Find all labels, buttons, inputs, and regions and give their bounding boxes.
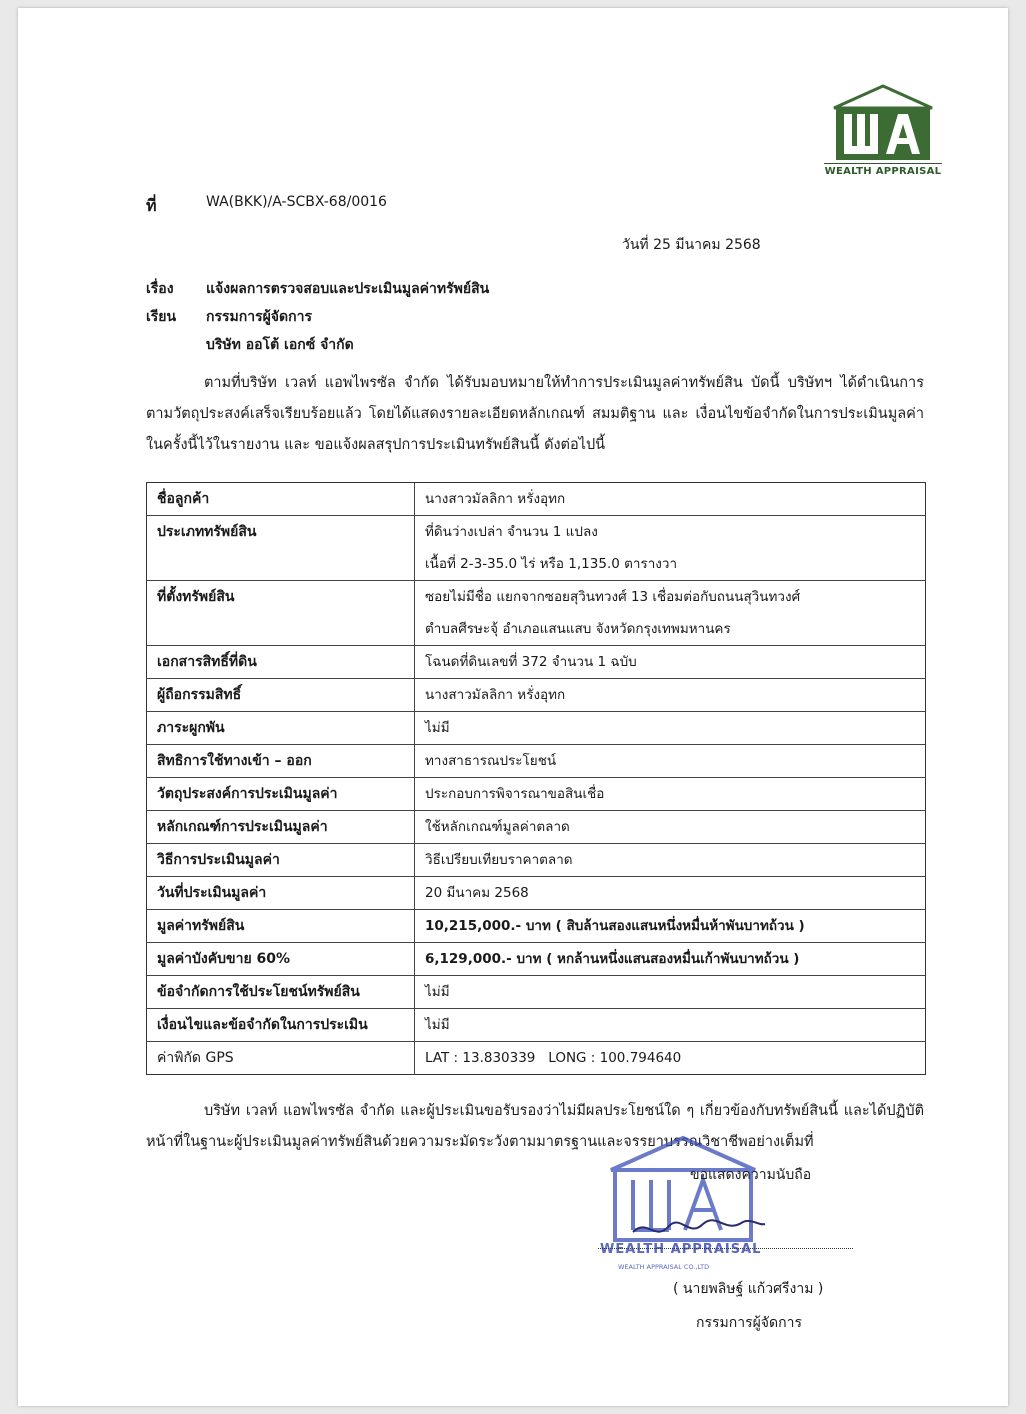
- row-label: วันที่ประเมินมูลค่า: [147, 877, 415, 909]
- subject-text: แจ้งผลการตรวจสอบและประเมินมูลค่าทรัพย์สิน: [206, 281, 490, 297]
- row-value: โฉนดที่ดินเลขที่ 372 จำนวน 1 ฉบับ: [425, 654, 637, 670]
- row-value-line1: ซอยไม่มีชื่อ แยกจากซอยสุวินทวงศ์ 13 เชื่อมต่อกับถนนสุวินทวงศ์: [425, 589, 801, 605]
- row-label: มูลค่าทรัพย์สิน: [147, 910, 415, 942]
- letterhead-company-name: WEALTH APPRAISAL: [824, 163, 942, 177]
- closing-paragraph: บริษัท เวลท์ แอพไพรซัล จำกัด และผู้ประเมินขอรับรองว่าไม่มีผลประโยชน์ใด ๆ เกี่ยวข้องกับทรัพย์สินนี้ และได้ปฏิบัติหน้าที่ในฐานะผู้ประเมินมูลค่าทรัพย์สินด้วยความระมัดระวังตามมาตรฐานและจรรยาบรรณวิชาชีพอย่างเต็มที่: [146, 1103, 924, 1150]
- row-value: ไม่มี: [425, 720, 450, 736]
- stamp-company-subtitle: WEALTH APPRAISAL CO.,LTD: [618, 1263, 710, 1271]
- row-label: วิธีการประเมินมูลค่า: [147, 844, 415, 876]
- row-label: ค่าพิกัด GPS: [147, 1042, 415, 1074]
- table-row: [147, 910, 925, 943]
- row-value: นางสาวมัลลิกา หรั่งอุทก: [425, 687, 566, 703]
- row-value: ไม่มี: [425, 1017, 450, 1033]
- row-label: เงื่อนไขและข้อจำกัดในการประเมิน: [147, 1009, 415, 1041]
- table-row: [147, 778, 925, 811]
- table-row: [147, 516, 925, 581]
- row-label: ผู้ถือกรรมสิทธิ์: [147, 679, 415, 711]
- document-page: [18, 8, 1008, 1406]
- table-row: [147, 745, 925, 778]
- row-value-line2: เนื้อที่ 2-3-35.0 ไร่ หรือ 1,135.0 ตารางวา: [425, 556, 678, 572]
- row-value: ประกอบการพิจารณาขอสินเชื่อ: [425, 786, 605, 802]
- row-label: ภาระผูกพัน: [147, 712, 415, 744]
- signatory-position: กรรมการผู้จัดการ: [696, 1315, 802, 1331]
- document-date: วันที่ 25 มีนาคม 2568: [622, 237, 761, 253]
- table-row: [147, 943, 925, 976]
- forced-sale-value: 6,129,000.- บาท ( หกล้านหนึ่งแสนสองหมื่นเก้าพันบาทถ้วน ): [425, 951, 800, 967]
- market-value: 10,215,000.- บาท ( สิบล้านสองแสนหนึ่งหมื่นห้าพันบาทถ้วน ): [425, 918, 805, 934]
- table-row: [147, 581, 925, 646]
- table-row: [147, 976, 925, 1009]
- row-value: นางสาวมัลลิกา หรั่งอุทก: [425, 491, 566, 507]
- row-label: สิทธิการใช้ทางเข้า – ออก: [147, 745, 415, 777]
- recipient-label: เรียน: [146, 309, 177, 325]
- gps-coordinates: LAT : 13.830339 LONG : 100.794640: [425, 1050, 682, 1066]
- stamp-company-name: WEALTH APPRAISAL: [600, 1242, 762, 1257]
- row-label: วัตถุประสงค์การประเมินมูลค่า: [147, 778, 415, 810]
- signature-line: [598, 1248, 853, 1249]
- row-value: 20 มีนาคม 2568: [425, 885, 529, 901]
- signatory-name: ( นายพลิษฐ์ แก้วศรีงาม ): [673, 1281, 824, 1297]
- appraisal-summary-table: [146, 482, 926, 1075]
- row-label: ประเภททรัพย์สิน: [147, 516, 415, 580]
- row-label: เอกสารสิทธิ์ที่ดิน: [147, 646, 415, 678]
- intro-paragraph: ตามที่บริษัท เวลท์ แอพไพรซัล จำกัด ได้รับมอบหมายให้ทำการประเมินมูลค่าทรัพย์สิน บัดนี้ บริษัทฯ ได้ดำเนินการตามวัตถุประสงค์เสร็จเรียบร้อยแล้ว โดยได้แสดงรายละเอียดหลักเกณฑ์ สมมติฐาน และ เงื่อนไขข้อจำกัดในการประเมินมูลค่าในครั้งนี้ไว้ในรายงาน และ ขอแจ้งผลสรุปการประเมินทรัพย์สินนี้ ดังต่อไปนี้: [146, 375, 924, 453]
- table-row: [147, 1009, 925, 1042]
- table-row: [147, 844, 925, 877]
- table-row: [147, 483, 925, 516]
- reference-number: WA(BKK)/A-SCBX-68/0016: [206, 194, 387, 210]
- row-value: ทางสาธารณประโยชน์: [425, 753, 557, 769]
- subject-label: เรื่อง: [146, 281, 174, 297]
- row-value-line2: ตำบลศีรษะจุ้ อำเภอแสนแสบ จังหวัดกรุงเทพมหานคร: [425, 621, 731, 637]
- recipient-company: บริษัท ออโต้ เอกซ์ จำกัด: [206, 337, 354, 353]
- row-label: ชื่อลูกค้า: [147, 483, 415, 515]
- row-value: [415, 581, 925, 645]
- table-row: [147, 646, 925, 679]
- table-row: [147, 811, 925, 844]
- row-value-line1: ที่ดินว่างเปล่า จำนวน 1 แปลง: [425, 524, 598, 540]
- reference-label: ที่: [146, 196, 157, 215]
- row-label: มูลค่าบังคับขาย 60%: [147, 943, 415, 975]
- table-row: [147, 1042, 925, 1074]
- row-value: [415, 516, 925, 580]
- row-value: วิธีเปรียบเทียบราคาตลาด: [425, 852, 573, 868]
- row-value: ไม่มี: [425, 984, 450, 1000]
- closing-regards: ขอแสดงความนับถือ: [690, 1167, 812, 1183]
- table-row: [147, 877, 925, 910]
- row-label: หลักเกณฑ์การประเมินมูลค่า: [147, 811, 415, 843]
- table-row: [147, 679, 925, 712]
- table-row: [147, 712, 925, 745]
- company-stamp-image: [593, 1130, 773, 1280]
- recipient-title: กรรมการผู้จัดการ: [206, 309, 312, 325]
- row-label: ข้อจำกัดการใช้ประโยชน์ทรัพย์สิน: [147, 976, 415, 1008]
- row-label: ที่ตั้งทรัพย์สิน: [147, 581, 415, 645]
- row-value: ใช้หลักเกณฑ์มูลค่าตลาด: [425, 819, 570, 835]
